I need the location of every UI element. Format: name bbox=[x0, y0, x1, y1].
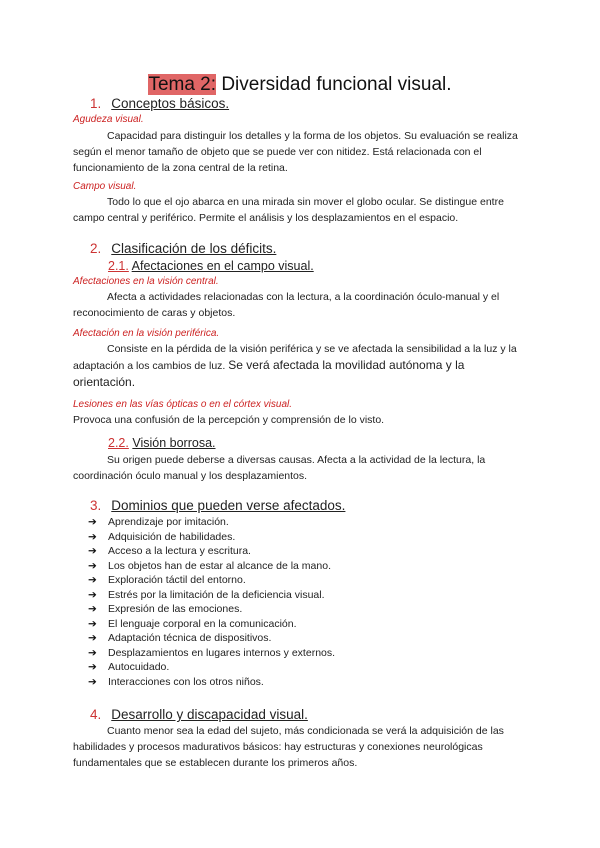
arrow-right-icon: ➔ bbox=[88, 574, 97, 586]
subheading-lesiones: Lesiones en las vías ópticas o en el córtex visual. bbox=[73, 399, 293, 410]
section-number: 1. bbox=[90, 96, 102, 111]
list-item: ➔ Adquisición de habilidades. bbox=[88, 530, 236, 543]
section-number: 4. bbox=[90, 707, 102, 722]
section-title: Dominios que pueden verse afectados. bbox=[111, 498, 346, 513]
paragraph-agudeza: Capacidad para distinguir los detalles y la forma de los objetos. Su evaluación se realiza según el menor tamaño de objeto que se puede ver con nitidez. Está relacionada con el funcionamiento de la zona central de la retina. bbox=[73, 130, 518, 174]
title-text: Diversidad funcional visual. bbox=[221, 74, 452, 95]
list-item: ➔ Aprendizaje por imitación. bbox=[88, 516, 229, 528]
list-item: ➔ Exploración táctil del entorno. bbox=[88, 574, 246, 586]
title-highlight: Tema 2: bbox=[148, 74, 217, 95]
section-4-heading bbox=[90, 707, 308, 722]
list-item: ➔ Estrés por la limitación de la deficiencia visual. bbox=[88, 588, 325, 601]
list-item: ➔ Expresión de las emociones. bbox=[88, 603, 243, 615]
list-item: ➔ Acceso a la lectura y escritura. bbox=[88, 545, 251, 557]
list-item: ➔ Interacciones con los otros niños. bbox=[88, 675, 264, 688]
section-title: Clasificación de los déficits. bbox=[111, 241, 277, 256]
arrow-right-icon: ➔ bbox=[88, 646, 97, 659]
list-item: ➔ Los objetos han de estar al alcance de la mano. bbox=[88, 559, 331, 572]
arrow-right-icon: ➔ bbox=[88, 530, 97, 543]
section-number: 2. bbox=[90, 241, 102, 256]
subheading-campo: Campo visual. bbox=[73, 181, 137, 192]
section-2-heading bbox=[90, 241, 276, 256]
section-number: 3. bbox=[90, 498, 102, 513]
list-item: ➔ Autocuidado. bbox=[88, 661, 170, 673]
list-item: ➔ Desplazamientos en lugares internos y externos. bbox=[88, 646, 336, 659]
paragraph-vision-periferica: Consiste en la pérdida de la visión periférica y se ve afectada la sensibilidad a la luz y la adaptación a los cambios de luz. Se verá afectada la movilidad autónoma y la orientación. bbox=[73, 343, 517, 389]
subsection-2-2-heading: 2.2. Visión borrosa. bbox=[108, 436, 216, 450]
page-title bbox=[0, 74, 600, 96]
section-1-heading bbox=[90, 96, 229, 111]
subheading-agudeza: Agudeza visual. bbox=[73, 114, 144, 125]
section-title: Conceptos básicos. bbox=[111, 96, 230, 111]
subheading-vision-central: Afectaciones en la visión central. bbox=[73, 276, 219, 287]
arrow-right-icon: ➔ bbox=[88, 516, 97, 528]
list-item: ➔ El lenguaje corporal en la comunicación. bbox=[88, 617, 297, 630]
paragraph-vision-borrosa: Su origen puede deberse a diversas causas. Afecta a la actividad de la lectura, la coordinación óculo manual y los desplazamientos. bbox=[73, 454, 486, 482]
arrow-right-icon: ➔ bbox=[88, 588, 97, 601]
paragraph-campo: Todo lo que el ojo abarca en una mirada sin mover el globo ocular. Se distingue entre campo central y periférico. Permite el análisis y los desplazamientos en el espacio. bbox=[73, 196, 504, 224]
arrow-right-icon: ➔ bbox=[88, 545, 97, 557]
arrow-right-icon: ➔ bbox=[88, 675, 97, 688]
paragraph-lesiones: Provoca una confusión de la percepción y comprensión de lo visto. bbox=[73, 414, 385, 426]
section-3-heading bbox=[90, 498, 345, 513]
section-title: Desarrollo y discapacidad visual. bbox=[111, 707, 308, 722]
arrow-right-icon: ➔ bbox=[88, 603, 97, 615]
list-item: ➔ Adaptación técnica de dispositivos. bbox=[88, 632, 272, 644]
arrow-right-icon: ➔ bbox=[88, 661, 97, 673]
arrow-right-icon: ➔ bbox=[88, 632, 97, 644]
domains-list bbox=[88, 515, 335, 689]
arrow-right-icon: ➔ bbox=[88, 559, 97, 572]
subsection-2-1-heading: 2.1. Afectaciones en el campo visual. bbox=[108, 259, 314, 273]
subheading-vision-periferica: Afectación en la visión periférica. bbox=[73, 328, 220, 339]
paragraph-desarrollo: Cuanto menor sea la edad del sujeto, más condicionada se verá la adquisición de las habilidades y procesos madurativos básicos: hay estructuras y conexiones neurológicas fundamentales que se establecen durante los primeros años. bbox=[73, 725, 504, 769]
arrow-right-icon: ➔ bbox=[88, 617, 97, 630]
paragraph-vision-central: Afecta a actividades relacionadas con la lectura, a la coordinación óculo-manual y el reconocimiento de caras y objetos. bbox=[73, 291, 500, 319]
